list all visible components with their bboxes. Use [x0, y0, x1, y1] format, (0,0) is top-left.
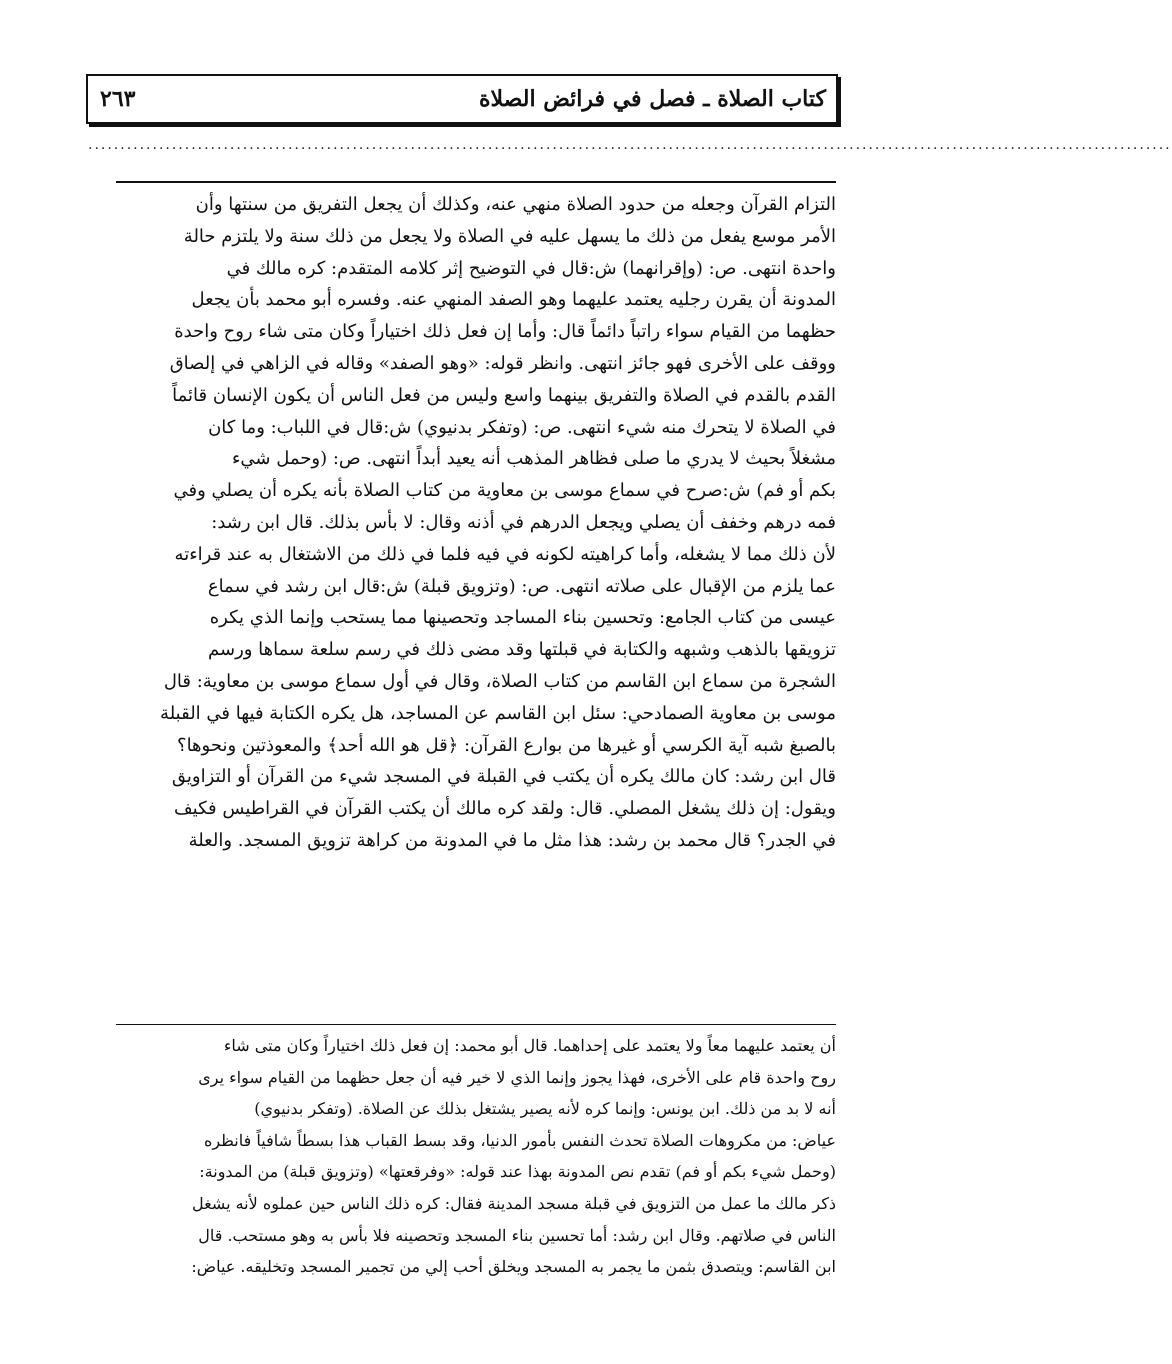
footnote-line: روح واحدة قام على الأخرى، فهذا يجوز وإنما الذي لا خير فيه أن جعل حظهما من القيام سواء يرى [198, 1067, 836, 1087]
body-line: بالصبغ شبه آية الكرسي أو غيرها من بوارع القرآن: ﴿قل هو الله أحد﴾ والمعوذتين ونحوها؟ [177, 734, 836, 756]
body-line: الشجرة من سماع ابن القاسم من كتاب الصلاة، وقال في أول سماع موسى بن معاوية: قال [163, 670, 836, 692]
body-line: عما يلزم من الإقبال على صلاته انتهى. ص: (وتزويق قبلة) ش:قال ابن رشد في سماع [207, 575, 836, 597]
body-line: مشغلاً بحيث لا يدري ما صلى فظاهر المذهب أنه يعيد أبداً انتهى. ص: (وحمل شيء [231, 448, 836, 470]
running-header [86, 74, 838, 124]
body-line: لأن ذلك مما لا يشغله، وأما كراهيته لكونه في فيه فلما في ذلك من الاشتغال به عند قراءته [174, 543, 836, 565]
footnote-line: أنه لا بد من ذلك. ابن يونس: وإنما كره لأنه يصير يشتغل بذلك عن الصلاة. (وتفكر بدنيوي) [254, 1099, 836, 1119]
body-line: حظهما من القيام سواء راتباً دائماً قال: وأما إن فعل ذلك اختياراً وكان متى شاء روح واحدة [174, 321, 836, 343]
header-title: كتاب الصلاة ـ فصل في فرائض الصلاة [479, 86, 826, 112]
body-line: قال ابن رشد: كان مالك يكره أن يكتب في القبلة في المسجد شيء من القرآن أو التزاويق [171, 766, 836, 788]
body-line: عيسى من كتاب الجامع: وتحسين بناء المساجد وتحصينها مما يستحب وإنما الذي يكره [209, 607, 836, 629]
body-line: فمه درهم وخفف أن يصلي ويجعل الدرهم في أذنه وقال: لا بأس بذلك. قال ابن رشد: [211, 511, 836, 533]
main-body-text [116, 189, 836, 857]
footnote-line: أن يعتمد عليهما معاً ولا يعتمد على إحداهما. قال أبو محمد: إن فعل ذلك اختياراً وكان متى شاء [223, 1036, 836, 1055]
body-line: موسى بن معاوية الصمادحي: سئل ابن القاسم عن المساجد، هل يكره الكتابة فيها في القبلة [160, 702, 836, 724]
body-line: بكم أو فم) ش:صرح في سماع موسى بن معاوية من كتاب الصلاة بأنه يكره أن يصلي وفي [173, 480, 836, 502]
top-rule [116, 181, 836, 183]
body-line: القدم بالقدم في الصلاة والتفريق بينهما واسع وليس من فعل الناس أن يكون الإنسان قائماً [172, 384, 836, 406]
body-line: ووقف على الأخرى فهو جائز انتهى. وانظر قوله: «وهو الصفد» وقاله في الزاهي في إلصاق [169, 352, 836, 374]
footnote-line: عياض: من مكروهات الصلاة تحدث النفس بأمور الدنيا، وقد بسط القباب هذا بسطاً شافياً فانظره [203, 1130, 836, 1150]
body-line: ويقول: إن ذلك يشغل المصلي. قال: ولقد كره مالك أن يكتب القرآن في القراطيس فكيف [174, 798, 836, 820]
body-line: الأمر موسع يفعل من ذلك ما يسهل عليه في الصلاة ولا يجعل من ذلك سنة ولا يلتزم حالة [183, 225, 836, 247]
body-line: التزام القرآن وجعله من حدود الصلاة منهي عنه، وكذلك أن يجعل التفريق من سنتها وأن [195, 194, 836, 215]
body-line: في الصلاة لا يتحرك منه شيء انتهى. ص: (وتفكر بدنيوي) ش:قال في اللباب: وما كان [208, 416, 836, 438]
footnote-line: ابن القاسم: ويتصدق بثمن ما يجمر به المسجد ويخلق أحب إلي من تجمير المسجد وتخليقه. عياض: [191, 1257, 836, 1277]
body-line: واحدة انتهى. ص: (وإقرانهما) ش:قال في التوضيح إثر كلامه المتقدم: كره مالك في [226, 257, 836, 279]
footnote-line: ذكر مالك ما عمل من التزويق في قبلة مسجد المدينة فقال: كره ذلك الناس حين عملوه لأنه يشغل [191, 1193, 836, 1213]
footnote-line: (وحمل شيء بكم أو فم) تقدم نص المدونة بهذا عند قوله: «وفرقعتها» (وتزويق قبلة) من المدونة: [199, 1162, 836, 1182]
body-line: في الجدر؟ قال محمد بن رشد: هذا مثل ما في المدونة من كراهة تزويق المسجد. والعلة [188, 829, 836, 851]
dotted-separator: ........................................................................................................................................................................ [88, 137, 1172, 153]
footnote-line: الناس في صلاتهم. وقال ابن رشد: أما تحسين بناء المسجد وتحصينه فلا بأس به وهو مستحب. قال [198, 1225, 836, 1245]
page-number: ٢٦٣ [100, 86, 136, 112]
body-line: تزويقها بالذهب وشبهه والكتابة في قبلتها وقد مضى ذلك في رسم سلعة سماها ورسم [208, 639, 836, 661]
footnote-rule [116, 1024, 836, 1025]
body-line: المدونة أن يقرن رجليه يعتمد عليهما وهو الصفد المنهي عنه. وفسره أبو محمد بأن يجعل [191, 289, 836, 311]
footnote-text [116, 1030, 836, 1283]
